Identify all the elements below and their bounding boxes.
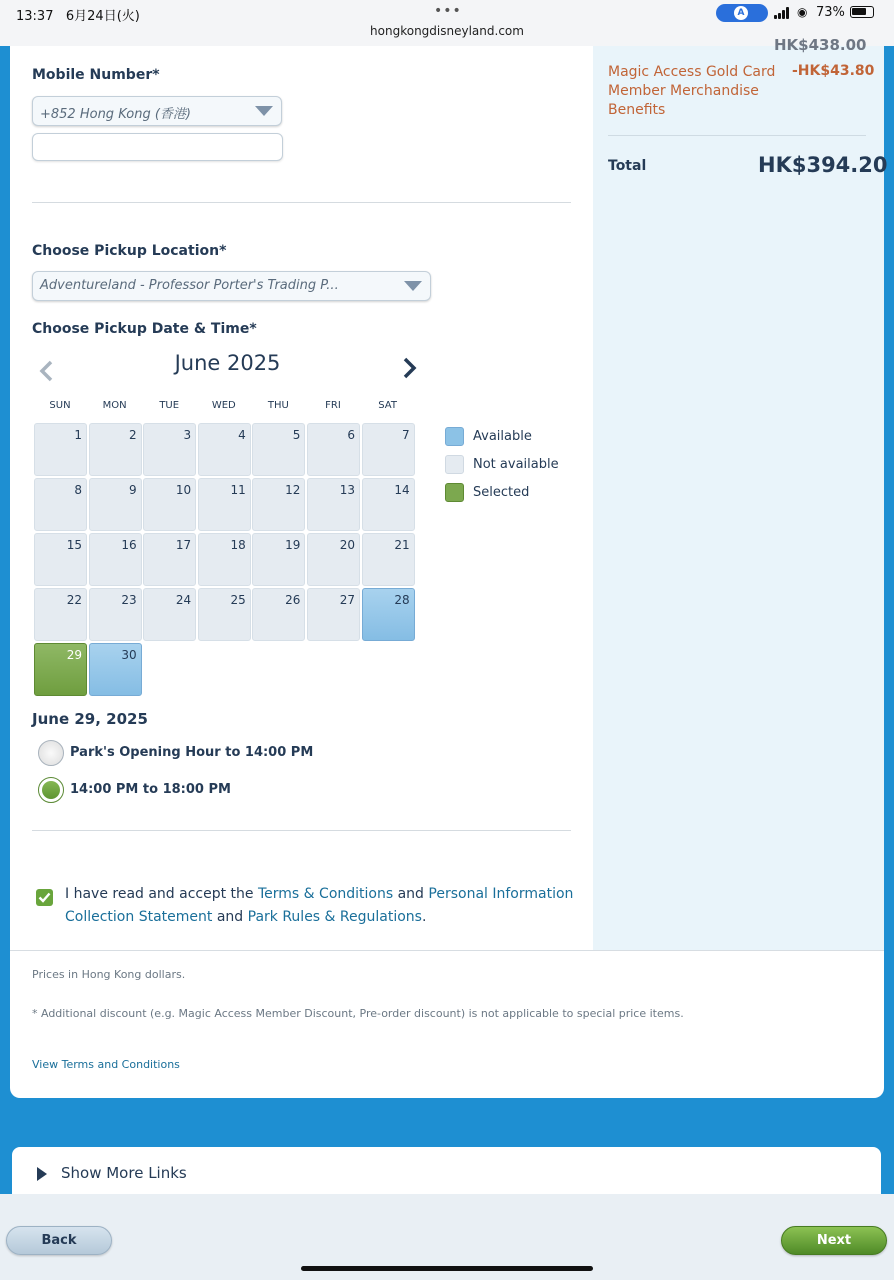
terms-conditions-link[interactable]: Terms & Conditions [258,886,394,902]
legend-selected-label: Selected [473,485,530,500]
checkmark-icon [36,889,53,906]
calendar-day [143,423,196,476]
pickup-location-select[interactable] [32,271,431,301]
cellular-signal-icon [774,7,792,19]
calendar-day [89,478,142,531]
time-slot-radio-1[interactable] [38,740,64,766]
time-slot-radio-2[interactable] [38,777,64,803]
calendar-day [307,588,360,641]
calendar-day-number: 3 [183,428,192,442]
checkout-card [10,36,888,1098]
more-dots-icon[interactable]: ••• [434,3,462,19]
calendar-day-number: 17 [175,538,192,552]
weekday-header: SUN [49,400,71,411]
subtotal-amount: HK$438.00 [774,36,867,54]
legend-selected-swatch [445,483,464,502]
legend-available-label: Available [473,429,532,444]
calendar-day [34,423,87,476]
section-divider [32,202,571,203]
selected-date-heading: June 29, 2025 [32,710,148,728]
calendar-day [34,478,87,531]
calendar-day [89,533,142,586]
calendar-day-available[interactable] [89,643,142,696]
calendar-day-available[interactable] [362,588,415,641]
calendar-day [198,533,251,586]
calendar-day-number: 7 [401,428,410,442]
mobile-number-label: Mobile Number* [32,67,160,83]
park-rules-link[interactable]: Park Rules & Regulations [247,909,422,925]
chevron-down-icon [255,106,273,116]
calendar-day [34,533,87,586]
prices-note: Prices in Hong Kong dollars. [32,968,186,981]
status-time: 13:37 6月24日(火) [16,9,140,24]
calendar-day-number: 16 [121,538,137,552]
next-month-icon[interactable] [402,356,418,380]
show-more-links-label: Show More Links [61,1164,187,1182]
weekday-header: FRI [325,400,341,411]
next-button[interactable]: Next [781,1226,887,1255]
calendar-day [89,423,142,476]
weekday-header: TUE [159,400,180,411]
accessibility-icon: A [734,6,748,20]
country-code-select[interactable] [32,96,282,126]
calendar-day-number: 15 [66,538,82,552]
calendar-day-number: 1 [74,428,82,442]
discount-amount: -HK$43.80 [792,63,875,79]
legend-not-available-label: Not available [473,457,559,472]
discount-label: Magic Access Gold Card Member Merchandise Benefits [608,64,776,118]
total-label: Total [608,158,647,174]
calendar-day-number: 22 [66,593,82,607]
home-indicator[interactable] [301,1266,593,1271]
calendar-day [252,588,305,641]
accessibility-pill[interactable] [716,4,768,22]
calendar-day-number: 27 [339,593,355,607]
chevron-down-icon [404,281,422,291]
calendar-day [307,423,360,476]
calendar-day-number: 12 [285,483,301,497]
calendar-day-number: 2 [128,428,137,442]
battery-icon [850,6,874,18]
calendar-day-number: 11 [230,483,246,497]
radio-selected-dot [42,781,60,799]
calendar-day [362,478,415,531]
accept-terms-text: I have read and accept the Terms & Conditions and Personal Information Collection Statement and Park Rules & Regulations. [65,886,574,925]
battery-percent: 73% [816,5,845,20]
calendar-month-title: June 2025 [174,351,281,375]
mobile-number-input[interactable] [32,133,283,161]
calendar-day-number: 28 [394,593,410,607]
calendar-day-number: 26 [285,593,301,607]
bottom-action-bar [0,1194,894,1280]
summary-divider [608,135,866,136]
weekday-header: THU [267,400,289,411]
view-terms-link[interactable]: View Terms and Conditions [32,1058,180,1071]
pickup-location-label: Choose Pickup Location* [32,243,227,259]
calendar-day [307,478,360,531]
caret-right-icon [37,1167,47,1181]
calendar-day-number: 9 [128,483,137,497]
status-date: 6月24日(火) [65,9,140,24]
calendar-day-number: 13 [339,483,355,497]
calendar-day [34,588,87,641]
calendar-day-number: 4 [238,428,246,442]
time-slot-label-1[interactable]: Park's Opening Hour to 14:00 PM [70,745,314,760]
calendar-day-number: 8 [74,483,82,497]
calendar-day-number: 25 [230,593,246,607]
calendar-day-selected[interactable] [34,643,87,696]
calendar-day-number: 5 [292,428,301,442]
calendar-day [362,533,415,586]
calendar-day-number: 29 [66,648,82,662]
weekday-header: MON [102,400,127,411]
pickup-datetime-label: Choose Pickup Date & Time* [32,321,257,337]
calendar-day-number: 20 [339,538,355,552]
back-button[interactable]: Back [6,1226,112,1255]
calendar-day [252,533,305,586]
calendar-day [143,533,196,586]
discount-note: * Additional discount (e.g. Magic Access Member Discount, Pre-order discount) is not applicable to special price items. [32,1007,684,1020]
calendar-day [198,478,251,531]
calendar-day-number: 23 [121,593,137,607]
calendar-day-number: 19 [285,538,301,552]
calendar-day-number: 18 [230,538,246,552]
calendar-day-number: 30 [121,648,137,662]
calendar-day-number: 21 [394,538,410,552]
calendar-day-number: 10 [175,483,192,497]
calendar-day [252,423,305,476]
calendar-day-number: 6 [347,428,355,442]
calendar-day [89,588,142,641]
country-code-value: +852 Hong Kong (香港) [40,107,191,122]
time-slot-label-2[interactable]: 14:00 PM to 18:00 PM [70,782,231,797]
calendar-day [198,588,251,641]
previous-month-icon[interactable] [38,359,54,383]
calendar-day-number: 14 [394,483,410,497]
calendar-day [143,478,196,531]
section-divider [32,830,571,831]
calendar-day [362,423,415,476]
calendar-day-number: 24 [175,593,192,607]
personal-info-statement-link[interactable]: Personal Information Collection Statement [65,886,574,925]
address-bar-url[interactable]: hongkongdisneyland.com [370,24,524,38]
order-summary-panel [593,46,884,950]
accept-terms-checkbox[interactable] [36,889,53,906]
calendar-day [143,588,196,641]
weekday-header: WED [211,400,236,411]
wifi-icon: ◉ [797,5,808,19]
status-bar [0,0,894,46]
legend-not-available-swatch [445,455,464,474]
legend-available-swatch [445,427,464,446]
weekday-header: SAT [378,400,397,411]
calendar-day [252,478,305,531]
calendar-day [307,533,360,586]
pickup-location-value: Adventureland - Professor Porter's Trading P... [40,278,339,293]
total-amount: HK$394.20 [758,153,888,177]
calendar-day [198,423,251,476]
footer-divider [10,950,884,951]
